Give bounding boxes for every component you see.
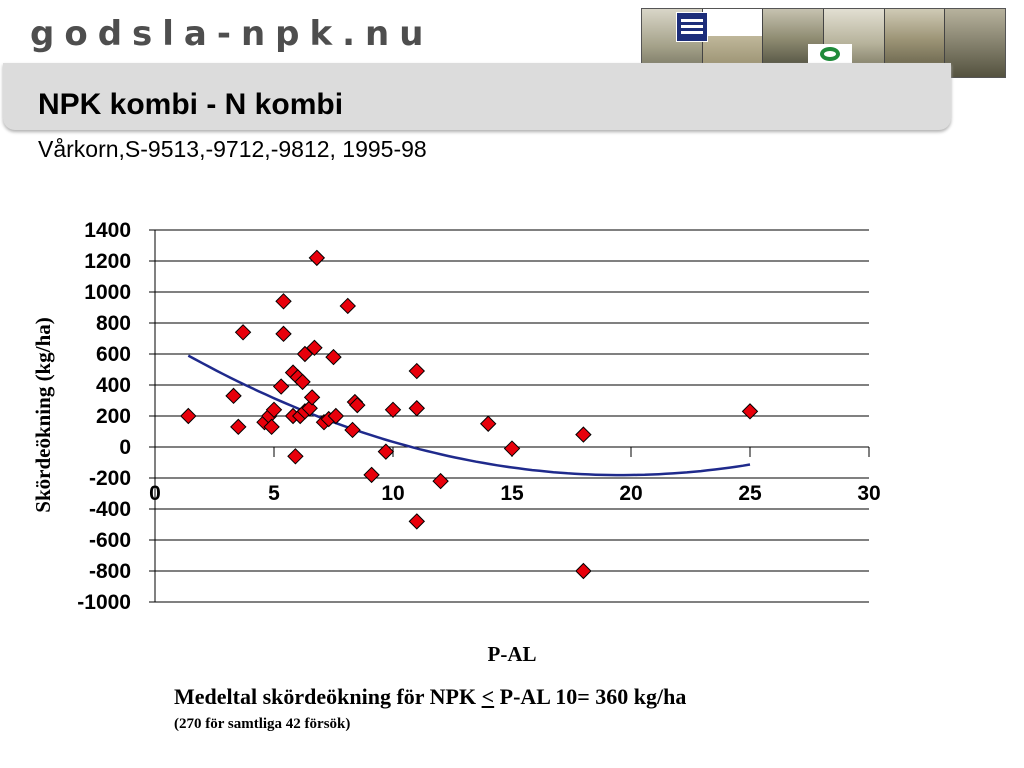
data-point [481,416,496,431]
y-tick-label: -200 [88,467,131,490]
caption-main-text-end: P-AL 10= 360 kg/ha [494,684,687,709]
data-point [409,364,424,379]
data-point [309,250,324,265]
data-point [226,388,241,403]
y-tick-label: 0 [119,436,131,459]
slide-subtitle: Vårkorn,S-9513,-9712,-9812, 1995-98 [38,136,427,162]
x-tick-label: 5 [268,482,280,505]
y-tick-label: 1400 [84,219,131,242]
y-tick-label: -800 [88,560,131,583]
site-logo-text[interactable]: godsla-npk.nu [30,14,434,54]
data-point [433,474,448,489]
x-tick-label: 25 [738,482,762,505]
y-tick-label: 200 [95,405,131,428]
data-point [409,514,424,529]
y-tick-label: -1000 [77,591,131,614]
data-point [364,467,379,482]
data-point [340,298,355,313]
data-point [231,419,246,434]
y-tick-label: 1000 [84,281,131,304]
x-tick-label: 15 [500,482,524,505]
data-point [305,390,320,405]
x-axis-title: P-AL [487,642,537,666]
data-point [326,350,341,365]
x-tick-label: 30 [857,482,881,505]
data-point [274,379,289,394]
data-point [743,404,758,419]
data-points [181,250,758,578]
data-point [236,325,251,340]
data-point [409,401,424,416]
y-tick-label: 1200 [84,250,131,273]
y-tick-label: 400 [95,374,131,397]
y-tick-label: -400 [88,498,131,521]
data-point [276,294,291,309]
data-point [276,326,291,341]
data-point [288,449,303,464]
y-tick-label: 600 [95,343,131,366]
data-point [345,422,360,437]
y-tick-label: -600 [88,529,131,552]
data-point [386,402,401,417]
caption-le-symbol: < [481,684,495,709]
data-point [181,409,196,424]
y-axis-title: Skördeökning (kg/ha) [31,317,55,513]
x-tick-label: 20 [619,482,643,505]
caption-note: (270 för samtliga 42 försök) [174,716,351,732]
x-tick-label: 0 [149,482,161,505]
data-point [576,427,591,442]
slide-title: NPK kombi - N kombi [38,88,344,121]
y-tick-label: 800 [95,312,131,335]
data-point [505,441,520,456]
caption-main-text-start: Medeltal skördeökning för NPK [174,684,482,709]
x-tick-label: 10 [381,482,405,505]
data-point [378,444,393,459]
data-point [576,564,591,579]
caption-main [174,684,686,710]
